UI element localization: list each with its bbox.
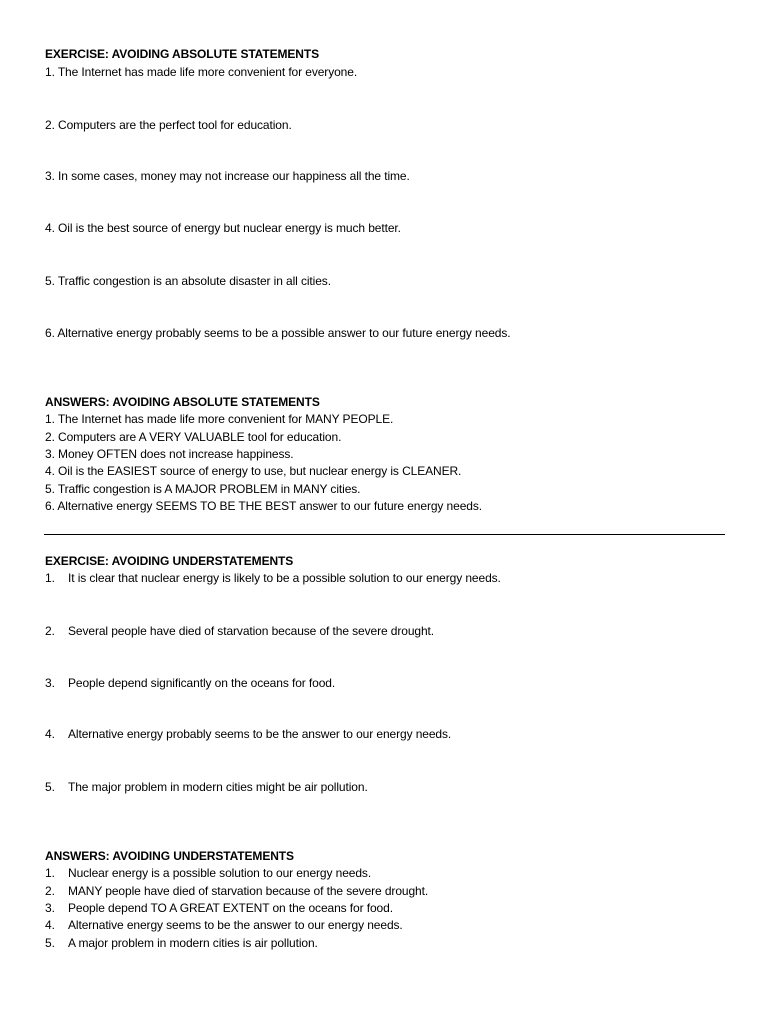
answer-item: 1. The Internet has made life more convenient for MANY PEOPLE. [45, 412, 394, 426]
exercise-item [45, 570, 501, 586]
answer-item: 4. Oil is the EASIEST source of energy to use, but nuclear energy is CLEANER. [45, 464, 462, 478]
answer-item: 6. Alternative energy SEEMS TO BE THE BEST answer to our future energy needs. [45, 499, 482, 513]
exercise-item: 6. Alternative energy probably seems to be a possible answer to our future energy needs. [45, 326, 511, 340]
exercise-item: 4. Oil is the best source of energy but nuclear energy is much better. [45, 221, 401, 235]
item-number: 5. [45, 780, 55, 794]
answer-item [45, 900, 393, 916]
exercise-item: 1. The Internet has made life more convenient for everyone. [45, 65, 358, 79]
exercise-item: 5. Traffic congestion is an absolute disaster in all cities. [45, 274, 331, 288]
item-text: Alternative energy seems to be the answer to our energy needs. [68, 918, 403, 932]
section-heading-answers-absolute: ANSWERS: AVOIDING ABSOLUTE STATEMENTS [45, 395, 320, 409]
item-number: 3. [45, 676, 55, 690]
item-text: Several people have died of starvation because of the severe drought. [68, 624, 435, 638]
answer-item: 2. Computers are A VERY VALUABLE tool for education. [45, 430, 342, 444]
answer-item: 5. Traffic congestion is A MAJOR PROBLEM in MANY cities. [45, 482, 361, 496]
item-number: 1. [45, 571, 55, 585]
item-text: Nuclear energy is a possible solution to our energy needs. [68, 866, 372, 880]
item-text: The major problem in modern cities might be air pollution. [68, 780, 368, 794]
section-divider [44, 534, 725, 535]
item-number: 2. [45, 624, 55, 638]
item-text: A major problem in modern cities is air pollution. [68, 936, 318, 950]
section-heading-answers-understatements: ANSWERS: AVOIDING UNDERSTATEMENTS [45, 849, 294, 863]
item-text: MANY people have died of starvation because of the severe drought. [68, 884, 429, 898]
exercise-item: 2. Computers are the perfect tool for education. [45, 118, 292, 132]
item-number: 1. [45, 866, 55, 880]
answer-item [45, 883, 428, 899]
exercise-item [45, 623, 434, 639]
item-text: It is clear that nuclear energy is likely to be a possible solution to our energy needs. [68, 571, 501, 585]
item-number: 4. [45, 918, 55, 932]
answer-item [45, 917, 403, 933]
exercise-item [45, 726, 451, 742]
section-heading-exercise-understatements: EXERCISE: AVOIDING UNDERSTATEMENTS [45, 554, 294, 568]
answer-item [45, 935, 318, 951]
item-number: 3. [45, 901, 55, 915]
answer-item: 3. Money OFTEN does not increase happiness. [45, 447, 294, 461]
item-text: People depend TO A GREAT EXTENT on the oceans for food. [68, 901, 393, 915]
item-number: 2. [45, 884, 55, 898]
exercise-item [45, 779, 368, 795]
exercise-item [45, 675, 335, 691]
answer-item [45, 865, 371, 881]
item-number: 5. [45, 936, 55, 950]
exercise-item: 3. In some cases, money may not increase our happiness all the time. [45, 169, 410, 183]
section-heading-exercise-absolute: EXERCISE: AVOIDING ABSOLUTE STATEMENTS [45, 47, 319, 61]
item-number: 4. [45, 727, 55, 741]
item-text: Alternative energy probably seems to be the answer to our energy needs. [68, 727, 452, 741]
item-text: People depend significantly on the oceans for food. [68, 676, 336, 690]
